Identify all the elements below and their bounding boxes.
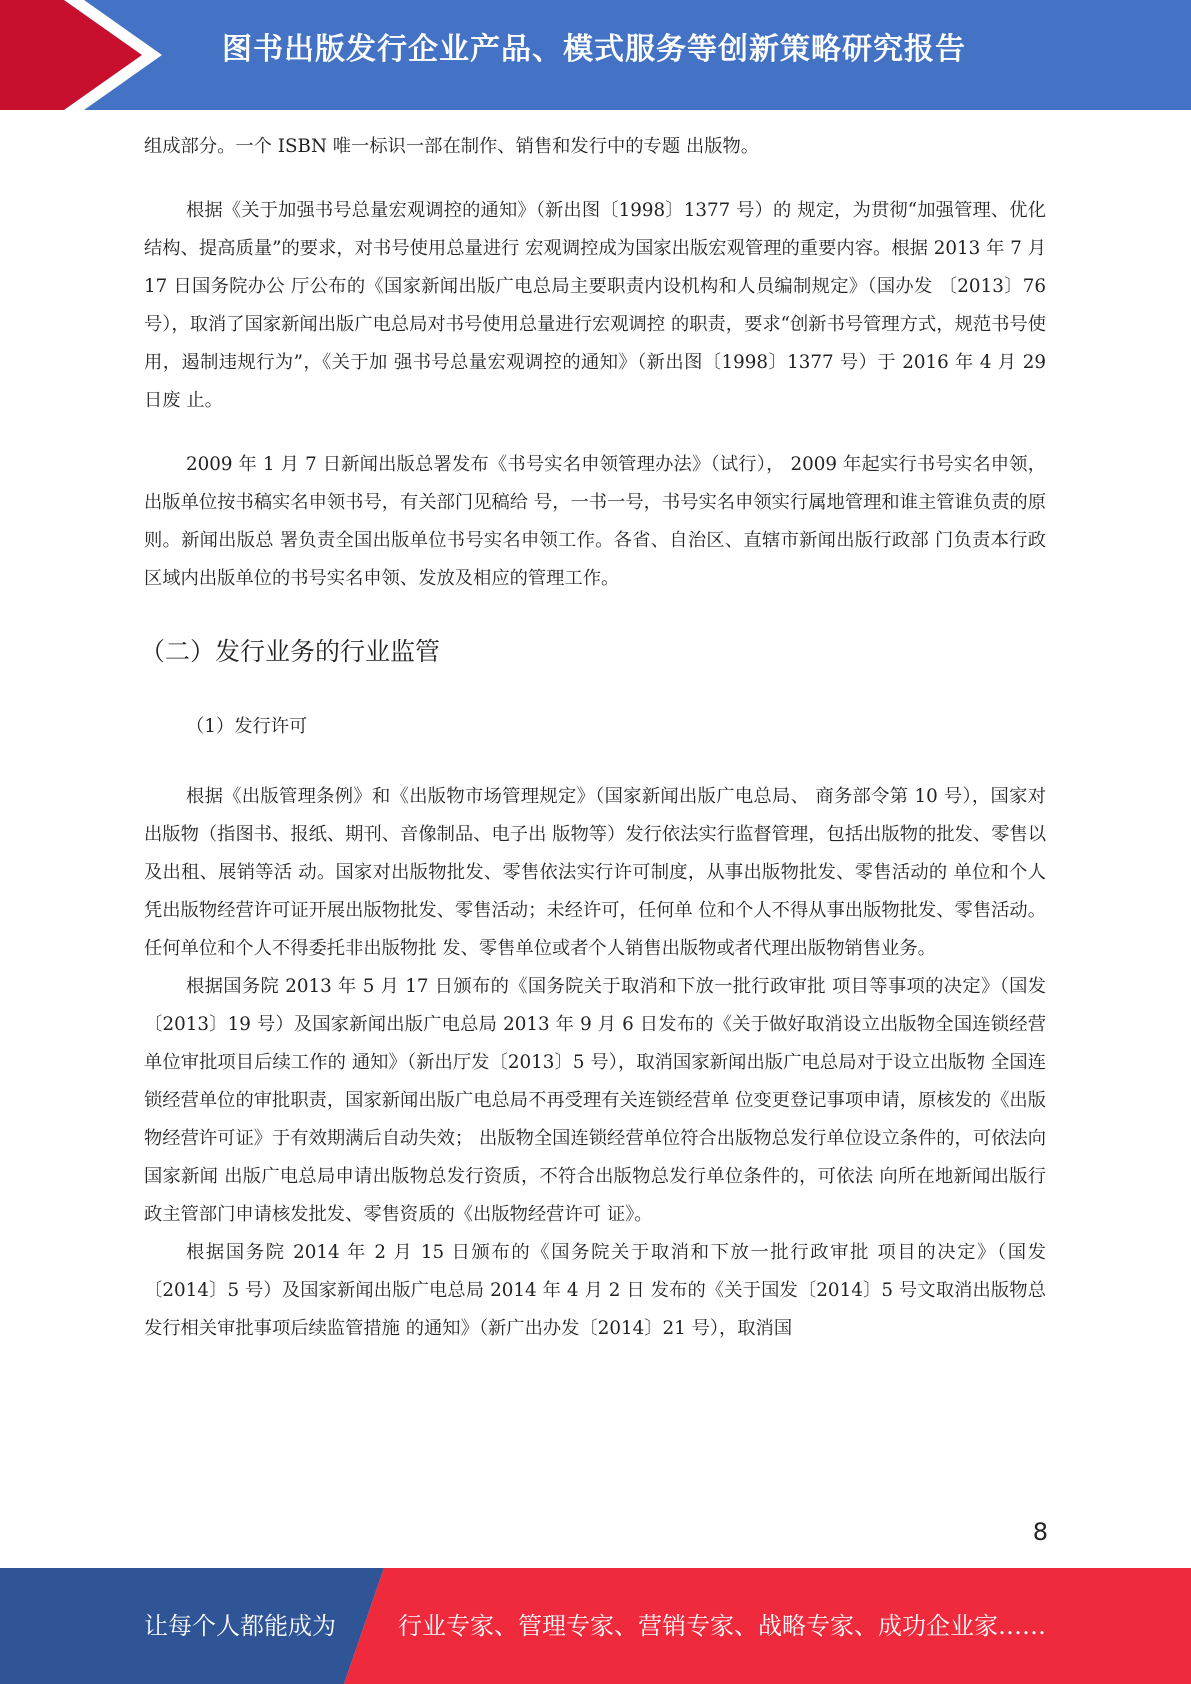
- paragraph: 根据《关于加强书号总量宏观调控的通知》（新出图〔1998〕1377 号）的 规定，为贯彻“加强管理、优化结构、提高质量”的要求，对书号使用总量进行 宏观调控成为国家出版宏观管理的重要内容。根据 2013 年 7 月 17 日国务院办公 厅公布的《国家新闻出版广电总局主要职责内设机构和人员编制规定》（国办发 〔2013〕76 号），取消了国家新闻出版广电总局对书号使用总量进行宏观调控 的职责，要求“创新书号管理方式，规范书号使用，遏制违规行为”，《关于加 强书号总量宏观调控的通知》（新出图〔1998〕1377 号）于 2016 年 4 月 29 日废 止。: [144, 200, 1046, 411]
- sub-heading: （1）发行许可: [186, 716, 308, 737]
- header-arrow-icon: [0, 0, 240, 110]
- section-heading: （二）发行业务的行业监管: [140, 637, 441, 666]
- paragraph: 组成部分。一个 ISBN 唯一标识一部在制作、销售和发行中的专题 出版物。: [144, 136, 760, 157]
- paragraph: 根据国务院 2013 年 5 月 17 日颁布的《国务院关于取消和下放一批行政审批 项目等事项的决定》（国发〔2013〕19 号）及国家新闻出版广电总局 2013 年 9 月 6 日发布的《关于做好取消设立出版物全国连锁经营单位审批项目后续工作的 通知》（新出厅发〔2013〕5 号），取消国家新闻出版广电总局对于设立出版物 全国连锁经营单位的审批职责，国家新闻出版广电总局不再受理有关连锁经营单 位变更登记事项申请，原核发的《出版物经营许可证》于有效期满后自动失效； 出版物全国连锁经营单位符合出版物总发行单位设立条件的，可依法向国家新闻 出版广电总局申请出版物总发行资质，不符合出版物总发行单位条件的，可依法 向所在地新闻出版行政主管部门申请核发批发、零售资质的《出版物经营许可 证》。: [144, 976, 1046, 1225]
- document-body: [140, 128, 1046, 1348]
- footer-band: [0, 1568, 1191, 1684]
- paragraph: 根据《出版管理条例》和《出版物市场管理规定》（国家新闻出版广电总局、 商务部令第 10 号），国家对出版物（指图书、报纸、期刊、音像制品、电子出 版物等）发行依法实行监督管理，包括出版物的批发、零售以及出租、展销等活 动。国家对出版物批发、零售依法实行许可制度，从事出版物批发、零售活动的 单位和个人凭出版物经营许可证开展出版物批发、零售活动；未经许可，任何单 位和个人不得从事出版物批发、零售活动。任何单位和个人不得委托非出版物批 发、零售单位或者个人销售出版物或者代理出版物销售业务。: [144, 786, 1046, 959]
- footer-slogan-right: 行业专家、管理专家、营销专家、战略专家、成功企业家……: [398, 1612, 1046, 1640]
- paragraph: 根据国务院 2014 年 2 月 15 日颁布的《国务院关于取消和下放一批行政审批 项目的决定》（国发〔2014〕5 号）及国家新闻出版广电总局 2014 年 4 月 2 日 发布的《关于国发〔2014〕5 号文取消出版物总发行相关审批事项后续监管措施 的通知》（新广出办发〔2014〕21 号），取消国: [144, 1242, 1046, 1339]
- paragraph: 2009 年 1 月 7 日新闻出版总署发布《书号实名申领管理办法》（试行）， 2009 年起实行书号实名申领，出版单位按书稿实名申领书号，有关部门见稿给 号，一书一号，书号实名申领实行属地管理和谁主管谁负责的原则。新闻出版总 署负责全国出版单位书号实名申领工作。各省、自治区、直辖市新闻出版行政部 门负责本行政区域内出版单位的书号实名申领、发放及相应的管理工作。: [144, 454, 1046, 589]
- header-title: 图书出版发行企业产品、模式服务等创新策略研究报告: [222, 32, 966, 67]
- footer-slogan-left: 让每个人都能成为: [144, 1612, 336, 1640]
- page-number: 8: [1032, 1518, 1048, 1546]
- header-band: [0, 0, 1191, 110]
